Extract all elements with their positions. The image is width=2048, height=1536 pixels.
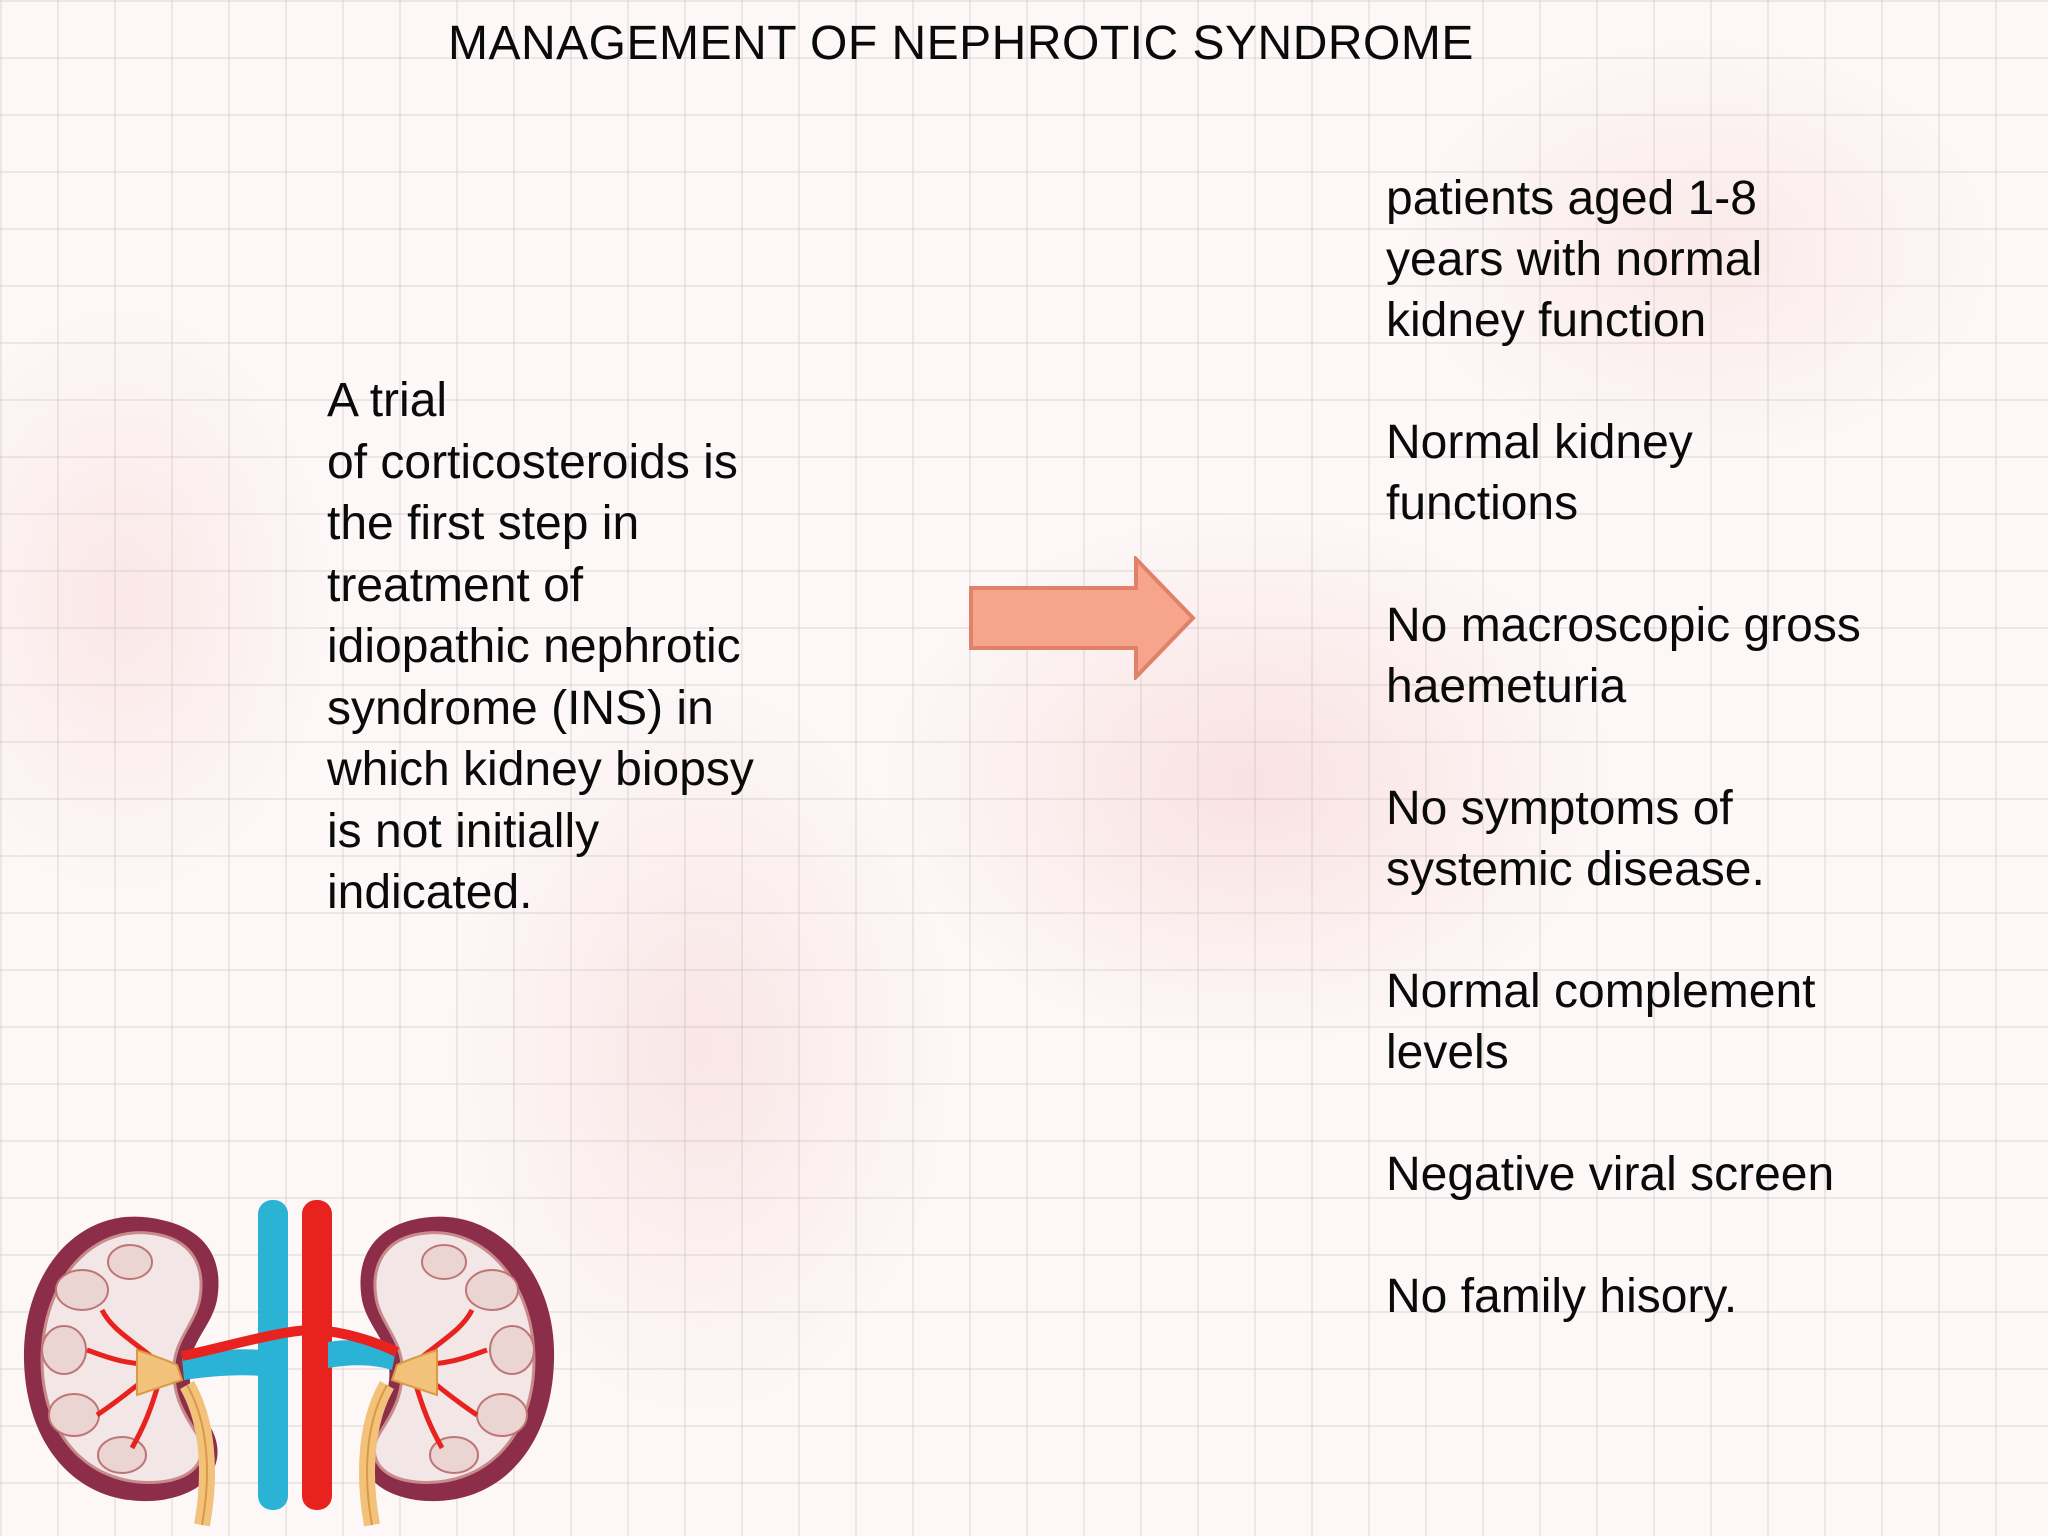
criteria-line: levels: [1386, 1026, 1509, 1079]
criteria-line: functions: [1386, 477, 1579, 530]
criteria-line: No macroscopic gross: [1386, 599, 1861, 652]
criteria-line: Negative viral screen: [1386, 1148, 1835, 1201]
criteria-line: No family hisory.: [1386, 1270, 1738, 1323]
text-line: the first step in: [327, 497, 640, 550]
criteria-line: systemic disease.: [1386, 843, 1765, 896]
criteria-line: kidney function: [1386, 294, 1707, 347]
criteria-item: [1386, 961, 2006, 1083]
criteria-line: patients aged 1-8: [1386, 172, 1757, 225]
slide-title: MANAGEMENT OF NEPHROTIC SYNDROME: [448, 17, 1474, 70]
text-line: indicated.: [327, 866, 533, 919]
text-line: which kidney biopsy: [327, 743, 754, 796]
criteria-item: [1386, 1144, 2006, 1205]
criteria-list: [1386, 168, 2006, 1388]
kidneys-illustration: [12, 1180, 572, 1530]
right-kidney-icon: [360, 1217, 554, 1525]
criteria-line: Normal kidney: [1386, 416, 1693, 469]
text-line: idiopathic nephrotic: [327, 620, 741, 673]
text-line: A trial: [327, 374, 448, 427]
criteria-item: [1386, 168, 2006, 351]
text-line: treatment of: [327, 558, 584, 612]
text-line: of corticosteroids is: [327, 435, 738, 489]
right-arrow-icon: [968, 556, 1198, 680]
text-line: syndrome (INS) in: [327, 681, 714, 735]
criteria-line: haemeturia: [1386, 660, 1627, 713]
criteria-line: Normal complement: [1386, 965, 1816, 1018]
criteria-item: [1386, 778, 2006, 900]
criteria-line: years with normal: [1386, 233, 1763, 286]
steroid-trial-text: [327, 370, 827, 924]
criteria-line: No symptoms of: [1386, 782, 1733, 835]
criteria-item: [1386, 1266, 2006, 1327]
text-line: is not initially: [327, 804, 600, 858]
criteria-item: [1386, 412, 2006, 534]
criteria-item: [1386, 595, 2006, 717]
